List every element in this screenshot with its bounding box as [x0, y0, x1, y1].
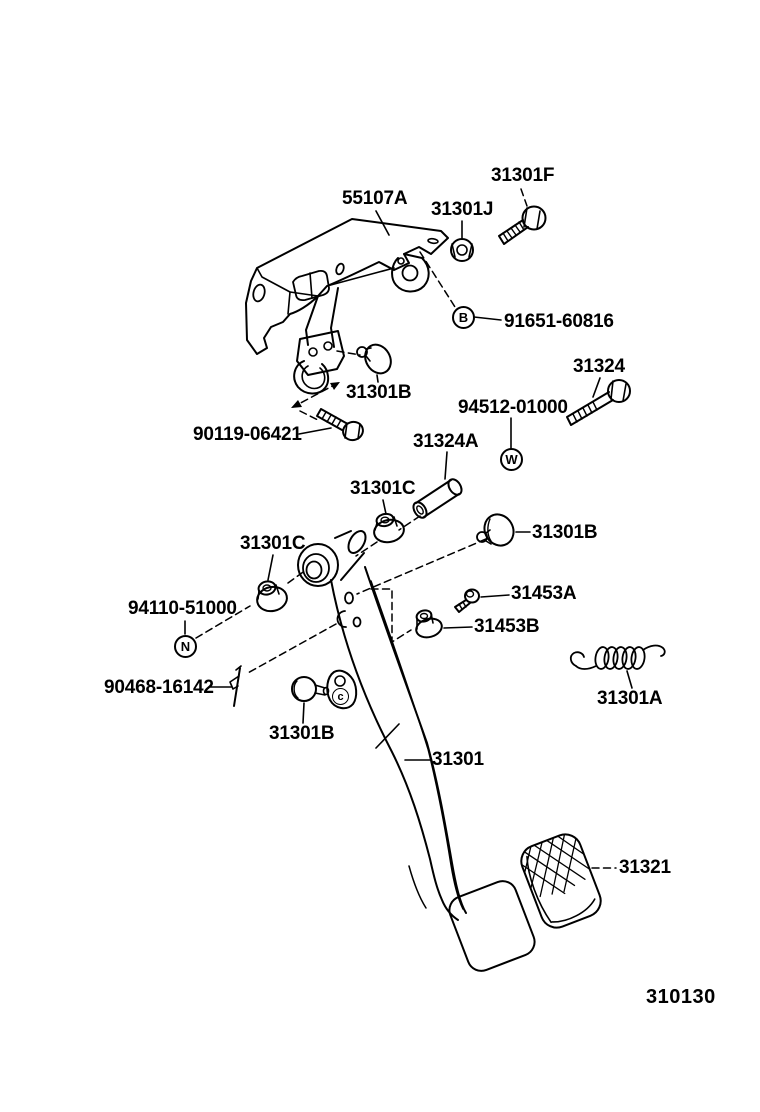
cap-31301b-upper [357, 340, 396, 378]
part-label-31324: 31324 [573, 356, 625, 377]
part-label-90119-06421: 90119-06421 [193, 424, 302, 445]
bushing-31301c-left [255, 580, 289, 614]
part-label-55107a: 55107A [342, 188, 408, 209]
part-label-31301j: 31301J [431, 199, 494, 220]
bolt-31324 [567, 380, 630, 425]
callout-letter-c: c [332, 688, 349, 705]
part-label-31453a: 31453A [511, 583, 577, 604]
part-label-31321: 31321 [619, 857, 671, 878]
part-label-31301: 31301 [432, 749, 484, 770]
bolt-90119 [317, 409, 365, 443]
part-label-94512-01000: 94512-01000 [458, 397, 568, 418]
clip-90468 [230, 666, 241, 706]
pedal-plate [445, 877, 538, 975]
part-label-31301f: 31301F [491, 165, 555, 186]
part-label-31301a: 31301A [597, 688, 663, 709]
callout-letter-w: W [500, 448, 523, 471]
part-label-31301c-upper: 31301C [350, 478, 416, 499]
part-label-90468-16142: 90468-16142 [104, 677, 214, 698]
part-label-31301b-bottom: 31301B [269, 723, 335, 744]
lock-nut-31301j [451, 239, 473, 261]
part-label-31301b-mid: 31301B [532, 522, 598, 543]
part-label-94110-51000: 94110-51000 [128, 598, 237, 619]
grommet-31453b [414, 609, 444, 640]
pedal-pad-31321 [507, 821, 611, 932]
part-label-91651-60816: 91651-60816 [504, 311, 614, 332]
callout-letter-b: B [452, 306, 475, 329]
return-spring-31301a [571, 646, 665, 670]
figure-code: 310130 [646, 986, 716, 1008]
part-label-31324a: 31324A [413, 431, 479, 452]
bolt-31301f [499, 207, 546, 245]
part-label-31453b: 31453B [474, 616, 540, 637]
screw-31453a [455, 590, 479, 613]
callout-letter-n: N [174, 635, 197, 658]
cap-31301b-mid [477, 509, 519, 551]
collar-31324a [411, 477, 464, 520]
pedal-support-bracket [246, 219, 448, 394]
cap-31301b-bottom [292, 677, 329, 701]
part-label-31301c-left: 31301C [240, 533, 306, 554]
part-label-31301b-upper: 31301B [346, 382, 412, 403]
